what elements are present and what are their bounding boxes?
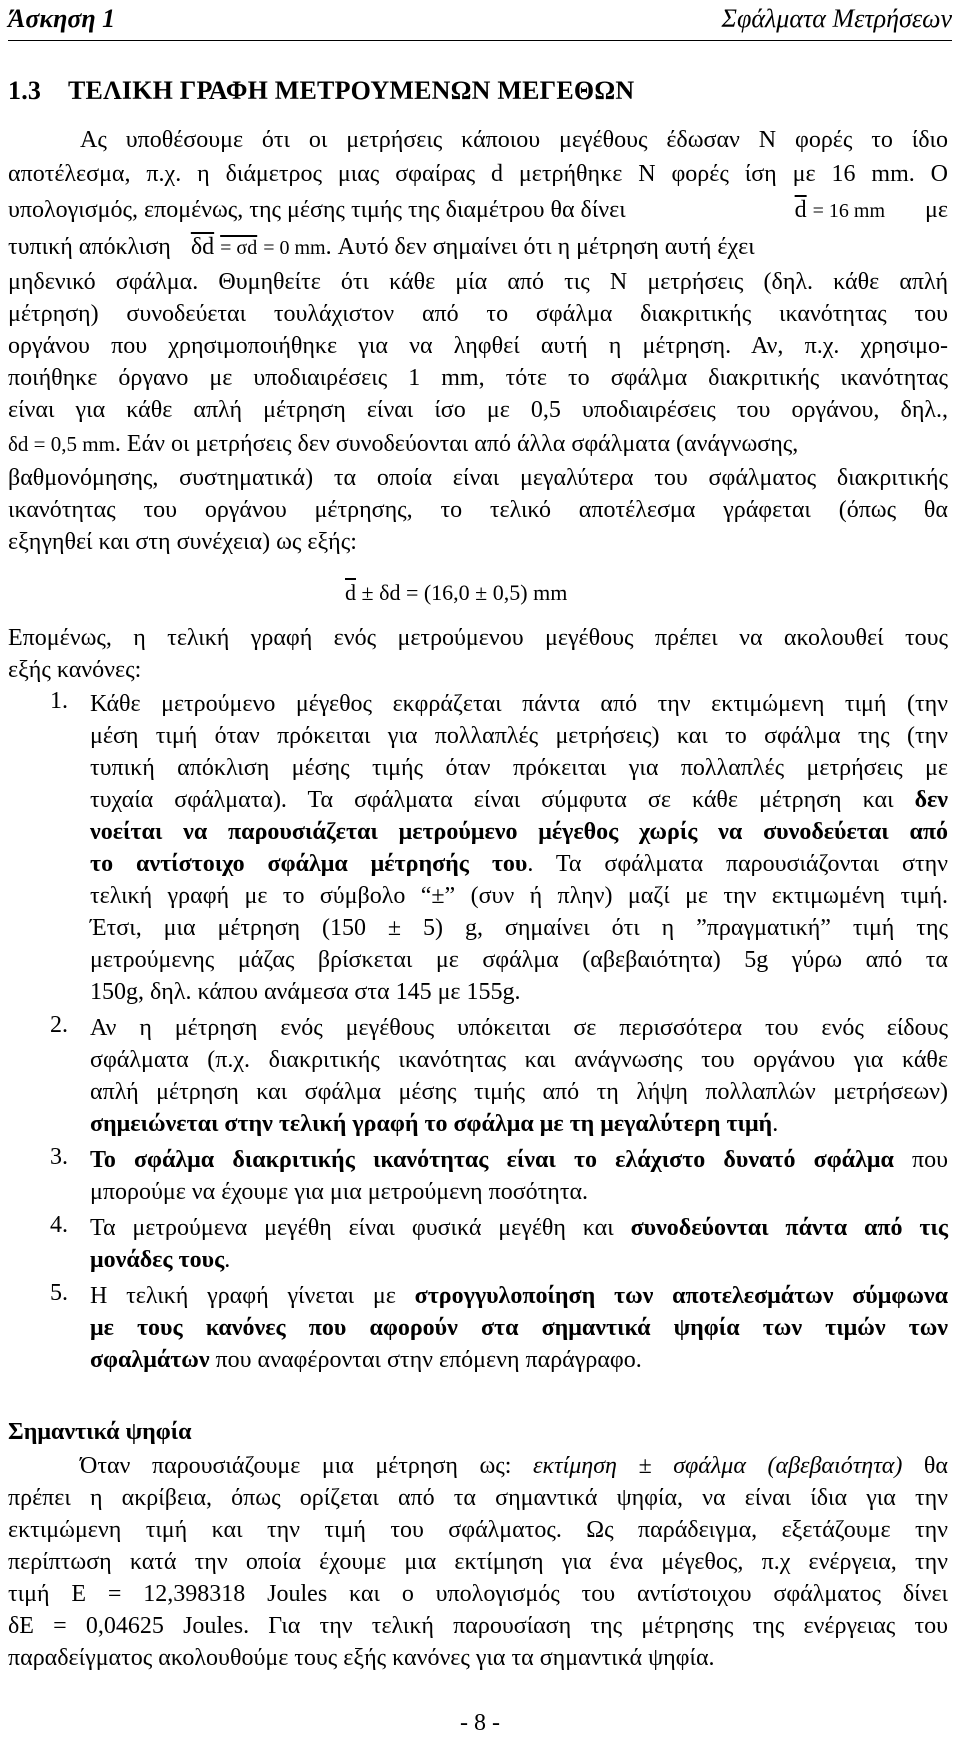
- rule-bold: το αντίστοιχο σφάλμα μέτρησής του: [90, 851, 528, 877]
- intro-text: με: [925, 197, 948, 223]
- rule-bold: δεν: [914, 787, 948, 813]
- rule-bold: σημειώνεται στην τελική γραφή το σφάλμα με τη μεγαλύτερη τιμή: [90, 1111, 773, 1137]
- rule-line: [90, 1344, 948, 1376]
- intro-line-mean: [8, 192, 948, 228]
- rule-item: [8, 1212, 948, 1276]
- intro-line: ικανότητας του οργάνου μέτρησης, το τελικό αποτέλεσμα γράφεται (όπως θα: [8, 497, 948, 523]
- rule-text: που: [893, 1147, 949, 1173]
- rule-line: μετρούμενης μάζας βρίσκεται με σφάλμα (αβεβαιότητα) 5g γύρω από τα: [90, 947, 948, 973]
- significant-line: πρέπει η ακρίβεια, όπως ορίζεται από τα σημαντικά ψηφία, να είναι ίδια για την: [8, 1485, 948, 1511]
- significant-line: τιμή E = 12,398318 Joules και ο υπολογισμός του αντίστοιχου σφάλματος δίνει: [8, 1581, 948, 1607]
- significant-line: δE = 0,04625 Joules. Για την τελική παρουσίαση της μέτρησης της ενέργειας του: [8, 1613, 948, 1639]
- intro-line: Ας υποθέσουμε ότι οι μετρήσεις κάποιου μεγέθους έδωσαν N φορές το ίδιο: [80, 127, 948, 153]
- section-number: 1.3: [8, 76, 42, 105]
- rule-item: [8, 688, 948, 1008]
- rule-text: .: [224, 1247, 231, 1273]
- rules-intro-line: εξής κανόνες:: [8, 657, 142, 683]
- rule-line: τυπική απόκλιση μέσης τιμής όταν πρόκειται για πολλαπλές μετρήσεις με: [90, 755, 948, 781]
- rule-text: . Τα σφάλματα παρουσιάζονται στην: [527, 851, 948, 877]
- sigma-d-mean: = σd: [220, 237, 258, 259]
- rules-intro: [8, 622, 948, 686]
- rule-line: 150g, δηλ. κάπου ανάμεσα στα 145 με 155g.: [90, 979, 521, 1005]
- rule-text: τυχαία σφάλματα). Τα σφάλματα είναι σύμφυτα σε κάθε μέτρηση και: [90, 787, 915, 813]
- rule-text: Η τελική γραφή γίνεται με: [90, 1283, 415, 1309]
- rules-intro-line: Επομένως, η τελική γραφή ενός μετρούμενου μεγέθους πρέπει να ακολουθεί τους: [8, 625, 948, 651]
- significant-italic: εκτίμηση ± σφάλμα (αβεβαιότητα): [533, 1453, 903, 1479]
- intro-line: μέτρηση) συνοδεύεται τουλάχιστον από το σφάλμα διακριτικής ικανότητας του: [8, 301, 948, 327]
- rule-number: 2.: [50, 1012, 68, 1038]
- rule-number: 4.: [50, 1212, 68, 1238]
- significant-heading: Σημαντικά ψηφία: [8, 1419, 192, 1445]
- rule-bold: σφαλμάτων: [90, 1347, 210, 1373]
- delta-d-mean: $\overline{\delta d}$: [190, 234, 215, 260]
- section-title-text: ΤΕΛΙΚΗ ΓΡΑΦΗ ΜΕΤΡΟΥΜΕΝΩΝ ΜΕΓΕΘΩΝ: [68, 76, 635, 105]
- intro-line: εξηγηθεί και στη συνέχεια) ως εξής:: [8, 529, 357, 555]
- significant-digits-section: [8, 1414, 948, 1674]
- rule-line: Αν η μέτρηση ενός μεγέθους υπόκειται σε περισσότερα του ενός είδους: [90, 1015, 948, 1041]
- rule-line: [90, 1312, 948, 1344]
- significant-text: θα: [902, 1453, 949, 1479]
- intro-line: οργάνου που χρησιμοποιήθηκε για να ληφθεί αυτή η μέτρηση. Αν, π.χ. χρησιμο-: [8, 333, 948, 359]
- significant-line: περίπτωση κατά την οποία έχουμε μια εκτίμηση για ένα μέγεθος, π.χ ενέργεια, την: [8, 1549, 948, 1575]
- mean-symbol: $\overline{d}$: [794, 197, 807, 223]
- header-chapter: Σφάλματα Μετρήσεων: [721, 4, 952, 33]
- rule-line: [90, 848, 948, 880]
- stdev-zero: = 0 mm: [263, 237, 326, 259]
- rule-bold: μονάδες τους: [90, 1247, 225, 1273]
- section-title: [8, 76, 634, 106]
- intro-line-delta: [8, 426, 948, 462]
- page-header: [8, 4, 952, 41]
- intro-text: . Αυτό δεν σημαίνει ότι η μέτρηση αυτή έχει: [325, 234, 755, 260]
- header-exercise: Άσκηση 1: [8, 4, 116, 33]
- rule-number: 5.: [50, 1280, 68, 1306]
- intro-text: τυπική απόκλιση: [8, 234, 171, 260]
- formula-lhs: ± δd =: [356, 580, 424, 605]
- rule-line: σφάλματα (π.χ. διακριτικής ικανότητας και ανάγνωσης του οργάνου για κάθε: [90, 1047, 948, 1073]
- rule-bold: στρογγυλοποίηση των αποτελεσμάτων σύμφωνα: [414, 1283, 948, 1309]
- intro-line: είναι για κάθε απλή μέτρηση είναι ίσο με 0,5 υποδιαιρέσεις του οργάνου, δηλ.,: [8, 397, 948, 423]
- rule-item: [8, 1144, 948, 1208]
- formula-d: $\overline{d}$: [345, 580, 356, 605]
- delta-d-value: δd = 0,5 mm: [8, 432, 115, 456]
- rule-line: μπορούμε να έχουμε για μια μετρούμενη ποσότητα.: [90, 1179, 589, 1205]
- intro-paragraph: [8, 124, 948, 558]
- result-formula: [345, 580, 567, 606]
- rule-line: απλή μέτρηση και σφάλμα μέσης τιμής από τη λήψη πολλαπλών μετρήσεων): [90, 1079, 948, 1105]
- mean-equals: = 16 mm: [812, 200, 886, 222]
- rule-text: Τα μετρούμενα μεγέθη είναι φυσικά μεγέθη και: [90, 1215, 631, 1241]
- rule-line: [90, 1108, 948, 1140]
- rule-item: [8, 1012, 948, 1140]
- stdev-expression: [191, 234, 326, 260]
- significant-line: [8, 1450, 948, 1482]
- intro-line: αποτέλεσμα, π.χ. η διάμετρος μιας σφαίρας d μετρήθηκε N φορές ίση με 16 mm. Ο: [8, 161, 948, 187]
- rules-list: [8, 688, 948, 1376]
- rule-bold: Το σφάλμα διακριτικής ικανότητας είναι το ελάχιστο δυνατό σφάλμα: [90, 1147, 894, 1173]
- intro-line: μηδενικό σφάλμα. Θυμηθείτε ότι κάθε μία από τις N μετρήσεις (δηλ. κάθε απλή: [8, 269, 948, 295]
- rule-line: [90, 1280, 948, 1312]
- mean-value: [795, 192, 885, 228]
- intro-line-stdev: [8, 228, 948, 266]
- rule-line: [90, 784, 948, 816]
- rule-text: .: [772, 1111, 779, 1137]
- rule-number: 3.: [50, 1144, 68, 1170]
- rule-item: [8, 1280, 948, 1376]
- rule-number: 1.: [50, 688, 68, 714]
- rule-line: [90, 1144, 948, 1176]
- rule-line: μέση τιμή όταν πρόκειται για πολλαπλές μετρήσεις) και το σφάλμα της (την: [90, 723, 948, 749]
- significant-line: παραδείγματος ακολουθούμε τους εξής κανόνες για τα σημαντικά ψηφία.: [8, 1645, 715, 1671]
- intro-text: υπολογισμός, επομένως, της μέσης τιμής της διαμέτρου θα δίνει: [8, 197, 626, 223]
- significant-line: εκτιμώμενη τιμή και την τιμή του σφάλματος. Ως παράδειγμα, εξετάζουμε την: [8, 1517, 948, 1543]
- formula-rhs: (16,0 ± 0,5) mm: [423, 580, 568, 605]
- rule-text: που αναφέρονται στην επόμενη παράγραφο.: [209, 1347, 642, 1373]
- rule-line: Έτσι, μια μέτρηση (150 ± 5) g, σημαίνει ότι η ”πραγματική” τιμή της: [90, 915, 948, 941]
- rule-line: [90, 816, 948, 848]
- rule-line: [90, 1212, 948, 1244]
- rule-line: [90, 1244, 948, 1276]
- rule-line: Κάθε μετρούμενο μέγεθος εκφράζεται πάντα από την εκτιμώμενη τιμή (την: [90, 691, 948, 717]
- rule-bold: συνοδεύονται πάντα από τις: [630, 1215, 949, 1241]
- rule-line: τελική γραφή με το σύμβολο “±” (συν ή πλην) μαζί με την εκτιμωμένη τιμή.: [90, 883, 948, 909]
- intro-line: βαθμονόμησης, συστηματικά) τα οποία είναι μεγαλύτερα του σφάλματος διακριτικής: [8, 465, 948, 491]
- page-number: - 8 -: [460, 1710, 500, 1736]
- rule-bold: νοείται να παρουσιάζεται μετρούμενο μέγεθος χωρίς να συνοδεύεται από: [90, 819, 948, 845]
- significant-text: Όταν παρουσιάζουμε μια μέτρηση ως:: [80, 1453, 533, 1479]
- intro-line: ποιήθηκε όργανο με υποδιαιρέσεις 1 mm, τότε το σφάλμα διακριτικής ικανότητας: [8, 365, 948, 391]
- intro-text: . Εάν οι μετρήσεις δεν συνοδεύονται από άλλα σφάλματα (ανάγνωσης,: [114, 431, 799, 457]
- rule-bold: με τους κανόνες που αφορούν στα σημαντικά ψηφία των τιμών των: [90, 1315, 948, 1341]
